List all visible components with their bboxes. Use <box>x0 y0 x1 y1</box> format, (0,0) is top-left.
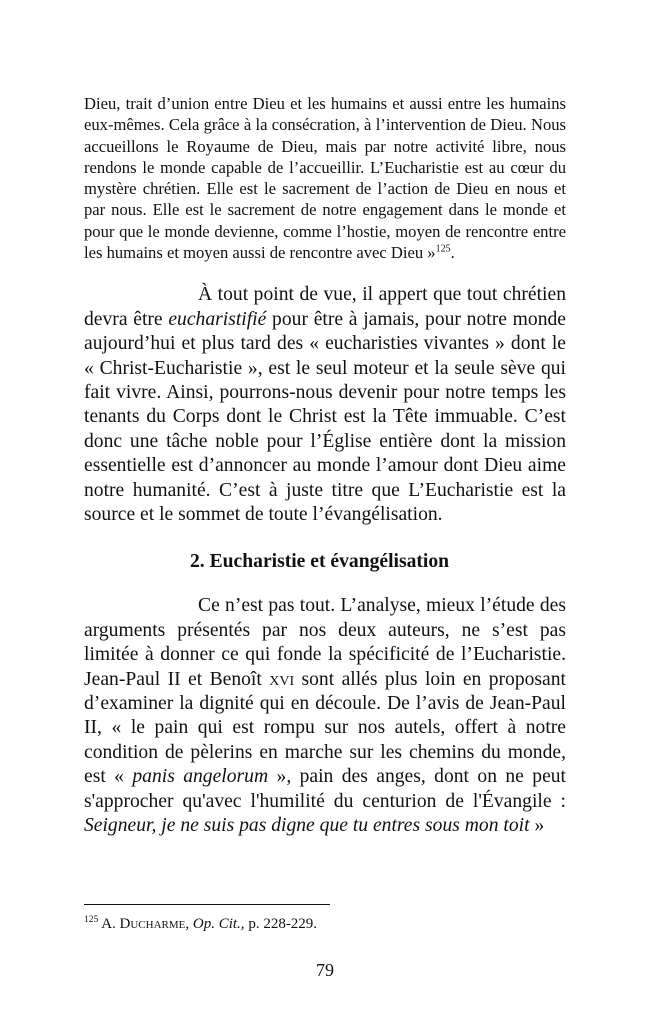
page-number: 79 <box>316 960 334 980</box>
paragraph-2-smallcaps: xvi <box>269 668 295 690</box>
footnote-ref[interactable]: 125 <box>435 243 451 255</box>
paragraph-2-text-end: » <box>529 815 545 837</box>
footnote-initial: A. <box>101 916 116 932</box>
paragraph-2-text-cont2: », pain des anges, dont on ne peut s'approcher qu'avec l'humilité du centurion de l'Évangile : <box>84 766 567 812</box>
paragraph-1 <box>84 283 566 527</box>
footnote-author: Ducharme <box>119 916 186 932</box>
quote-text: Dieu, trait d’union entre Dieu et les humains et aussi entre les humains eux-mêmes. Cela grâce à la consécration, à l’intervention de Dieu. Nous accueillons le Royaume de Dieu, mais par notre activité libre, nous rendons le monde capable de l’accueillir. L’Eucharistie est au cœur du mystère chrétien. Elle est le sacrement de l’action de Dieu en nous et par nous. Elle est le sacrement de notre engagement dans le monde et pour que le monde devienne, comme l’hostie, moyen de rencontre entre les humains et moyen aussi de rencontre avec Dieu » <box>84 94 566 263</box>
paragraph-1-text: À tout point de vue, il appert que tout chrétien devra être <box>84 284 566 330</box>
footnote-work: Op. Cit., <box>192 916 245 932</box>
page-body <box>84 93 566 839</box>
section-heading: 2. Eucharistie et évangélisation <box>190 551 450 573</box>
paragraph-2-italic-quote: Seigneur, je ne suis pas digne que tu entres sous mon toit <box>84 815 530 837</box>
footnote-pages: p. 228-229. <box>244 916 318 932</box>
footnote-separator: , <box>185 916 193 932</box>
paragraph-2-text-cont: sont allés plus loin en proposant d’examiner la dignité qui en découle. De l’avis de Jean-Paul II, « le pain qui est rompu sur nos autels, offert à notre condition de pèlerins en marche sur les chemins du monde, est « <box>84 668 566 788</box>
paragraph-1-italic: eucharistifié <box>168 308 267 330</box>
paragraph-2-text: Ce n’est pas tout. L’analyse, mieux l’étude des arguments présentés par nos deux auteurs, ne s’est pas limitée à donner ce qui fonde la spécificité de l’Eucharistie. Jean-Paul II et Benoît <box>84 595 566 690</box>
footnote-number: 125 <box>84 915 99 925</box>
paragraph-1-text-cont: pour être à jamais, pour notre monde aujourd’hui et plus tard des « eucharisties vivantes » dont le « Christ-Eucharistie », est le seul moteur et la seule sève qui fait vivre. Ainsi, pourrons-nous devenir pour notre temps les tenants du Corps dont le Christ est la Tête immuable. C’est donc une tâche noble pour l’Église entière dont la mission essentielle est d’annoncer au monde l’amour dont Dieu aime notre humanité. C’est à juste titre que L’Eucharistie est la source et le sommet de toute l’évangélisation. <box>84 308 567 526</box>
paragraph-2 <box>84 594 566 838</box>
footnote <box>84 914 317 934</box>
quote-end: . <box>450 243 455 263</box>
paragraph-2-italic-latin: panis angelorum <box>132 766 269 788</box>
footnote-divider <box>84 904 330 905</box>
block-quote <box>84 93 566 263</box>
